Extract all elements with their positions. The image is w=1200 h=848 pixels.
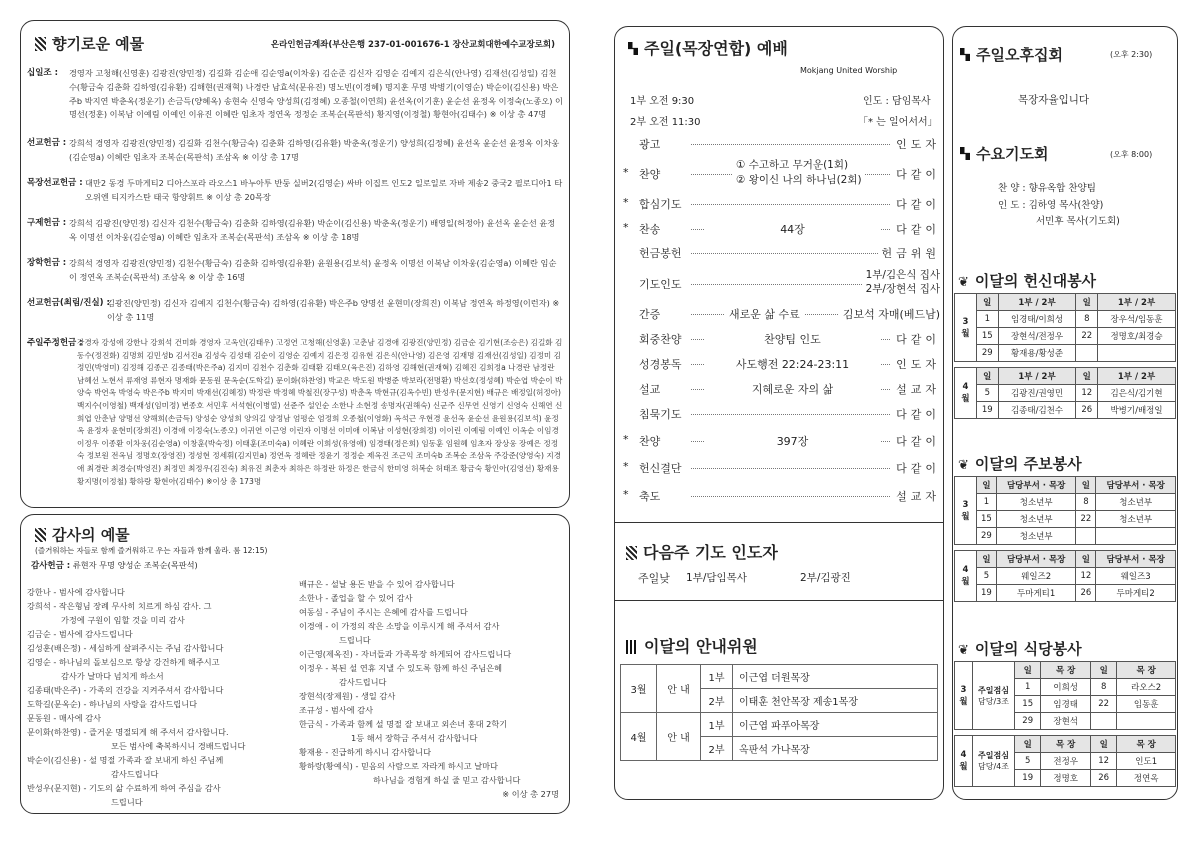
worship-subtitle: Mokjang United Worship (800, 66, 898, 75)
devotion-table (954, 293, 1176, 419)
corner-bullet-icon (628, 42, 638, 55)
table-row: 29 장현석 (955, 713, 1176, 730)
offering-section: 구제헌금 : 강희석 김광진(양민정) 김신자 김천수(황금숙) 김춘화 김하영(김유환) 박순이(김신용) 박춘옥(정운기) 배영일(허정아) 윤선옥 윤순선 윤정옥 이명선 이차웅(김순영a) 이혜란 임초자 조복순(목판석) 조삼옥 ※ 이상 총 18명 (27, 218, 556, 242)
kitchen-title: ❦ 이달의 식당봉사 (958, 640, 1082, 658)
flower-icon: ❦ (958, 275, 969, 290)
table-row: 29 황재용/황성준 (955, 345, 1176, 362)
divider (614, 600, 944, 601)
afternoon-body: 목장자율입니다 (1018, 94, 1090, 106)
table-row: 15 청소년부 22 청소년부 (955, 511, 1176, 528)
hatched-square-icon (35, 37, 46, 51)
table-row: 4월 안 내 1부 이근엽 파푸아목장 (621, 713, 938, 737)
thanks-left-column: 강한나 - 범사에 감사합니다 강희석 - 작은형님 장례 무사히 치르게 하심 감사. 그 가정에 구원이 임할 것을 미리 감사 김금순 - 범사에 감사드립니다 김성훈(배은정) - 세심하게 살펴주시는 주님 감사합니다 김영순 - 하나님의 돌보심으로 항상 강건하게 해주시고 감사가 날마다 넘치게 하소서 김종태(박은주) - 가족의 건강을 지켜주셔서 감사합니다 도학길(문옥순) - 하나님의 사랑을 감사드립니다 문동원 - 매사에 감사 문이화(하찬영) - 즐거운 명절되게 해 주셔서 감사합니다. 모든 범사에 축복하시니 경배드립니다 박순이(김신용) - 설 명절 가족과 잘 보내게 하신 주님께 감사드립니다 반성우(문지현) - 기도의 삶 수료하게 하여 주심을 감사 드립니다 (27, 587, 246, 807)
bulletin-table (954, 476, 1176, 602)
worship-item: * 합심기도 다같이 (623, 196, 940, 211)
thanks-panel (20, 514, 570, 814)
offering-section: 선교헌금 : 강희석 경영자 김광진(양민정) 김길화 김천수(황금숙) 김춘화 김하영(김유환) 박춘옥(정운기) 양성희(김정혜) 윤선옥 윤순선 윤정옥 이차웅(김순영a) 이혜란 임초자 조복순(목판석) 조삼옥 ※ 이상 총 17명 (27, 138, 560, 162)
table-row: 4 월 일 1부 / 2부 일 1부 / 2부 (955, 368, 1176, 385)
offering-section: 선교헌금(최림/진실) : 김광진(양민정) 김신자 김예지 김천수(황금숙) 김하영(김유환) 박은주b 양명선 윤현미(장희진) 이복남 정연옥 하정영(이런자) ※ 이상 총 11명 (27, 298, 560, 322)
table-row: 15 장현석/전정우 22 정명호/최경승 (955, 328, 1176, 345)
worship-item: 회중찬양 찬양팀 인도 다같이 (639, 333, 940, 346)
wednesday-praise: 찬 양 : 향유옥합 찬양팀 (998, 183, 1096, 194)
table-row: 3 월 일 담당부서 · 목장 일 담당부서 · 목장 (955, 477, 1176, 494)
striped-bar-icon (626, 640, 638, 654)
worship-item: * 찬양 ① 수고하고 무거운(1회) ② 왕이신 나의 하나님(2회) 다같이 (623, 159, 940, 186)
offering-section: 십일조 : 경영자 고청해(신영훈) 김광진(양민정) 김길화 김순애 김순영a(이차웅) 김순준 김신자 김영순 김예지 김은식(안나영) 김재선(김성일) 김천수(황금숙 김춘화 김하영(김유환) 김해현(권재혁) 나경란 남효석(문유진) 명노빈(이경혜) 명지훈 무명 박병기(이영순) 박순이(김신용) 박은주b 박지연 박춘옥(정운기) 손금득(양혜옥) 송현숙 신영숙 양성희(김정혜) 오종철(이연희) 윤선옥(이기훈) 윤순선 윤정옥 이정숙(노종오) 이명선(정훈) 이복남 이예림 이예인 이유진 이혜란 임초자 정연옥 정정순 조복순(목판석) 황지영(이정철) 황현아(김태수) ※ 이상 총 47명 (27, 68, 563, 120)
worship-item: 헌금봉헌 헌금위원 (639, 247, 940, 260)
table-row: 4 월 주일점심 담당/4조 일 목 장 일 목 장 (955, 736, 1176, 753)
wednesday-title: 수요기도회 (960, 143, 1048, 164)
worship-item: * 헌신결단 다같이 (623, 460, 940, 475)
worship-item: 광고 인도자 (639, 138, 940, 151)
offering-section: 주일주정헌금 : 강경자 강성애 강한나 강희석 건미화 경영자 고옥인(김태우) 고정연 고청해(신영훈) 고춘남 김경애 김광진(양민정) 김금순 김기현(조승은) 김길화 김동수(정진화) 김명희 김민성b 김서진a 김성숙 김성태 김순이 김영순 김예지 김은정 김유현 김은식(안나영) 김은영 김재명 김재선(김성일) 김정미 김정민(박영미) 김정해 김종곤 김종태(박은주a) 김지미 김천수 김춘화 김태환 김태오(육은진) 김하영 김해현(권재혁) 김혜진 김희정a 나경란 남정란 남혜선 노현서 류재영 류현자 명재화 문동원 문옥순(도학길) 문이화(하찬영) 박교은 박도원 박병준 박보라(전명환) 박선호(정성혜) 박순엽 박순이 박양숙 박연옥 박영숙 박은주b 박지미 박재선(김혜정) 박정란 박정혜 박철진(장구성) 박춘옥 박현규(김옥수빈) 반성우(문지현) 배규은 배정일(허정아) 백지수(이영철) 백재성(임미정) 변종호 서민후 서석현(이병열) 선준주 설인순 소한나 소현정 송명자(권해숙) 신군주 신무연 신영기 신영숙 신해연 신희엽 안춘남 양명선 양해희(손금득) 양성순 양성희 양의길 양정남 엄평순 엄정희 오종철(이영화) 옥석근 우현경 윤선옥 윤순선 윤원용(김보석) 윤정옥 윤정자 윤현미(장희진) 이경애 이정숙(노종오) 이귀연 이근영 이린자 이명선 이미애 이복남 이성현(장희정) 이이린 이예림 이예인 이옥순 이임경 이정우 이종환 이차웅(김순영a) 이창훈(박숙정) 이태훈(조미숙a) 이혜란 이희성(유영애) 임경태(정은희) 임동훈 임원혜 임초자 장상웅 장예은 정정숙 정보원 전옥님 정명호(장영진) 정성현 정세휘(김지민a) 정연옥 정혜란 정윤기 정정순 제옥진 조근익 조미숙b 조복순 조삼옥 주강준(양영숙) 지경애 최경란 최경승(박영진) 최정민 최정우(김진숙) 최유진 최춘자 최하은 하정란 하정은 한금식 한미영 허복순 허태조 황금숙 황인아(김영선) 황재용 황지명(이정철) 황하랑 황현아(김태수) ※이상 총 173명 (27, 338, 563, 486)
offering-section: 목장선교헌금 : 대만2 동경 두마게티2 디아스포라 라오스1 바누아투 반둥 실버2(김영순) 싸바 이집트 인도2 일로일로 자바 제송2 중국2 필로디아1 타오위엔 티지카스탄 태국 항양휘트 ※ 이상 총 20목장 (27, 178, 563, 202)
worship-item: 침묵기도 다같이 (639, 408, 940, 421)
next-prayer-title: 다음주 기도 인도자 (626, 540, 778, 563)
hatched-square-icon (626, 546, 637, 560)
devotion-title: ❦ 이달의 헌신대봉사 (958, 272, 1097, 290)
guides-title: 이달의 안내위원 (626, 634, 758, 657)
bulletin-title: ❦ 이달의 주보봉사 (958, 455, 1082, 473)
guides-table (620, 664, 938, 761)
table-row: 1 청소년부 8 청소년부 (955, 494, 1176, 511)
worship-item: * 찬송 44장 다같이 (623, 221, 940, 236)
service-time-1: 1부 오전 9:30 (630, 96, 695, 107)
next-prayer-first: 1부/담임목사 (686, 572, 747, 584)
table-row: 19 김종태/김천수 26 박병기/배정일 (955, 402, 1176, 419)
corner-bullet-icon (960, 147, 970, 160)
worship-item: 간증 새로운 삶 수료 김보석 자매(베드남) (639, 308, 940, 321)
wednesday-time: (오후 8:00) (1110, 150, 1153, 159)
table-row: 3 월 일 1부 / 2부 일 1부 / 2부 (955, 294, 1176, 311)
next-prayer-second: 2부/김광진 (800, 572, 851, 584)
table-row: 1 임경태/이희성 8 장우석/임동훈 (955, 311, 1176, 328)
flower-icon: ❦ (958, 458, 969, 473)
offerings-list (27, 67, 563, 488)
table-row: 2부 이태훈 천안목장 제송1목장 (621, 689, 938, 713)
thanks-single: 감사헌금 : 류현자 무명 양성순 조복순(목판석) (31, 560, 198, 571)
offerings-panel (20, 20, 570, 508)
worship-item: 성경봉독 사도행전 22:24-23:11 인도자 (639, 358, 940, 371)
offerings-title: 향기로운 예물 (35, 33, 144, 54)
worship-item: 설교 지혜로운 자의 삶 설교자 (639, 383, 940, 396)
worship-title: 주일(목장연합) 예배 (628, 36, 788, 59)
table-row: 4 월 일 담당부서 · 목장 일 담당부서 · 목장 (955, 551, 1176, 568)
hatched-square-icon (35, 528, 46, 542)
table-row: 3 월 주일점심 담당/3조 일 목 장 일 목 장 (955, 662, 1176, 679)
table-row: 29 청소년부 (955, 528, 1176, 545)
corner-bullet-icon (960, 48, 970, 61)
thanks-title: 감사의 예물 (35, 524, 130, 545)
online-account: 온라인헌금계좌(부산은행 237-01-001676-1 장산교회대한예수교장로회) (270, 40, 555, 50)
worship-item: * 축도 설교자 (623, 488, 940, 503)
worship-item: 기도인도 1부/김은식 집사 2부/장현석 집사 (639, 269, 940, 295)
worship-item: * 찬양 397장 다같이 (623, 433, 940, 448)
service-time-2: 2부 오전 11:30 (630, 117, 701, 128)
wednesday-leader: 인 도 : 김하영 목사(찬양) (998, 200, 1104, 211)
afternoon-time: (오후 2:30) (1110, 50, 1153, 59)
stand-note: 「* 는 일어서서」 (858, 117, 938, 128)
thanks-verse: (즐거워하는 자들로 함께 즐거워하고 우는 자들과 함께 울라. 롬 12:15) (35, 546, 268, 555)
wednesday-prayer-leader: 서민후 목사(기도회) (1036, 216, 1120, 227)
table-row: 5 김광진/권영민 12 김은식/김기현 (955, 385, 1176, 402)
table-row: 5 전정우 12 인도1 (955, 753, 1176, 770)
thanks-right-column: 배규은 - 설날 용돈 받을 수 있어 감사합니다 소한나 - 졸업을 할 수 있어 감사 여동심 - 주님이 주시는 은혜에 감사를 드립니다 이경애 - 이 가정의 작은 소망을 이루시게 해 주셔서 감사 드립니다 이근영(제옥진) - 자녀들과 가족목장 하게되어 감사드립니다 이정우 - 복된 설 연휴 지낼 수 있도록 함께 하신 주님은혜 감사드립니다 장현석(장제원) - 생일 감사 조규성 - 범사에 감사 한금식 - 가족과 함께 설 명절 잘 보내고 외손녀 홍대 2학기 1등 해서 장학금 주셔서 감사합니다 황재용 - 진급하게 하시니 감사합니다 황하랑(황예식) - 믿음의 사람으로 자라게 하시고 날마다 하나님을 경험게 하실 줄 믿고 감사합니다 ※ 이상 총 27명 (299, 579, 559, 799)
flower-icon: ❦ (958, 643, 969, 658)
kitchen-table (954, 661, 1176, 787)
table-row: 1 이희성 8 라오스2 (955, 679, 1176, 696)
table-row: 19 정명호 26 정연옥 (955, 770, 1176, 787)
offering-section: 장학헌금 : 강희석 경영자 김광진(양민정) 김천수(황금숙) 김춘화 김하영(김유환) 윤원용(김보석) 윤정옥 이명선 이복남 이차웅(김순영a) 이혜란 임순이 정연옥 조복순(목판석) 조삼옥 ※ 이상 총 16명 (27, 258, 557, 282)
table-row: 2부 옥판석 가나목장 (621, 737, 938, 761)
divider (614, 522, 944, 523)
table-row: 19 두마게티1 26 두마게티2 (955, 585, 1176, 602)
table-row: 5 웨일즈2 12 웨일즈3 (955, 568, 1176, 585)
table-row: 15 임경태 22 임동훈 (955, 696, 1176, 713)
next-prayer-day: 주일낮 (638, 572, 670, 585)
afternoon-title: 주일오후집회 (960, 44, 1063, 65)
service-leader: 인도 : 담임목사 (863, 96, 931, 107)
table-row: 3월 안 내 1부 이근엽 더원목장 (621, 665, 938, 689)
